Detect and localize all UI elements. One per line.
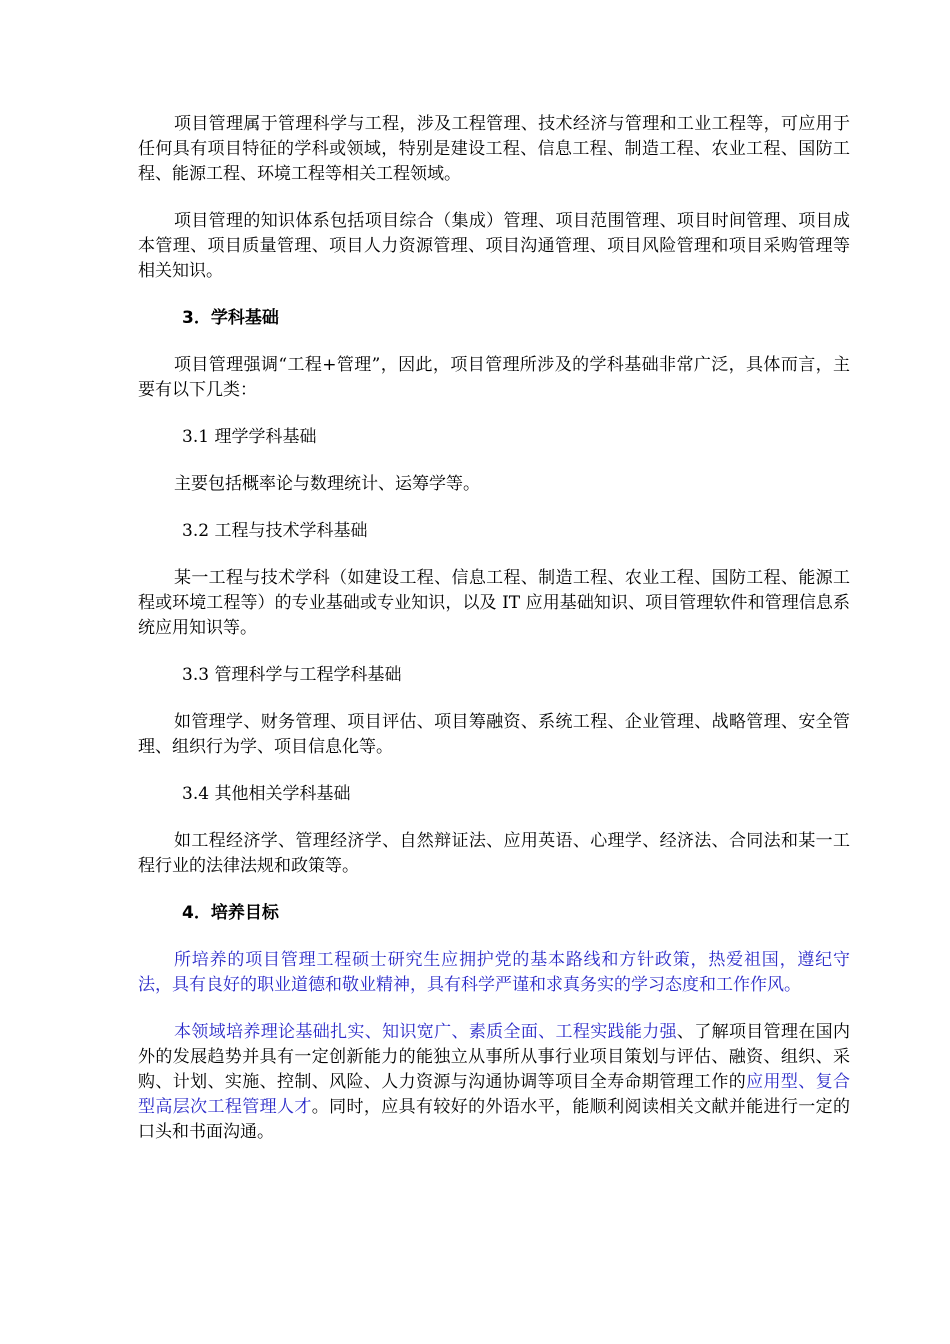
paragraph-management-basis: 如管理学、财务管理、项目评估、项目筹融资、系统工程、企业管理、战略管理、安全管理、组织行为学、项目信息化等。 [138,712,850,757]
highlight-foundation: 本领域培养理论基础扎实、知识宽广、素质全面、工程实践能力强 [174,1022,677,1042]
text-capability: 、了解项目管理在国内外的发展趋势并具有一定创新能力的能独立从事所从事行业项目策划与评估、融资、组织、采购、计划、实施、控制、风险、人力资源与沟通协调等项目全寿命期管理工作的 [138,1022,851,1092]
paragraph-scope: 项目管理属于管理科学与工程，涉及工程管理、技术经济与管理和工业工程等，可应用于任何具有项目特征的学科或领域，特别是建设工程、信息工程、制造工程、农业工程、国防工程、能源工程、环境工程等相关工程领域。 [138,114,850,184]
heading-training-objectives: 4．培养目标 [182,903,279,923]
paragraph-science-basis: 主要包括概率论与数理统计、运筹学等。 [174,474,480,494]
paragraph-basis-intro: 项目管理强调“工程+管理”，因此，项目管理所涉及的学科基础非常广泛，具体而言，主要有以下几类： [138,355,850,400]
subheading-other-basis: 3.4 其他相关学科基础 [182,784,351,804]
highlight-talent-type: 应用型、复合型高层次工程管理人才 [138,1072,850,1117]
paragraph-engineering-basis: 某一工程与技术学科（如建设工程、信息工程、制造工程、农业工程、国防工程、能源工程或环境工程等）的专业基础或专业知识，以及 IT 应用基础知识、项目管理软件和管理信息系统应用知识等。 [138,568,850,638]
paragraph-objective-ethics: 所培养的项目管理工程硕士研究生应拥护党的基本路线和方针政策，热爱祖国，遵纪守法，具有良好的职业道德和敬业精神，具有科学严谨和求真务实的学习态度和工作作风。 [138,950,850,995]
heading-disciplinary-basis: 3．学科基础 [182,308,279,328]
subheading-science-basis: 3.1 理学学科基础 [182,427,317,447]
document-page [138,112,850,1145]
paragraph-knowledge-system: 项目管理的知识体系包括项目综合（集成）管理、项目范围管理、项目时间管理、项目成本管理、项目质量管理、项目人力资源管理、项目沟通管理、项目风险管理和项目采购管理等相关知识。 [138,211,850,281]
paragraph-other-basis: 如工程经济学、管理经济学、自然辩证法、应用英语、心理学、经济法、合同法和某一工程行业的法律法规和政策等。 [138,831,850,876]
subheading-management-basis: 3.3 管理科学与工程学科基础 [182,665,402,685]
paragraph-objective-talent [138,1020,850,1145]
text-language: 。同时，应具有较好的外语水平，能顺利阅读相关文献并能进行一定的口头和书面沟通。 [138,1097,850,1142]
subheading-engineering-basis: 3.2 工程与技术学科基础 [182,521,368,541]
